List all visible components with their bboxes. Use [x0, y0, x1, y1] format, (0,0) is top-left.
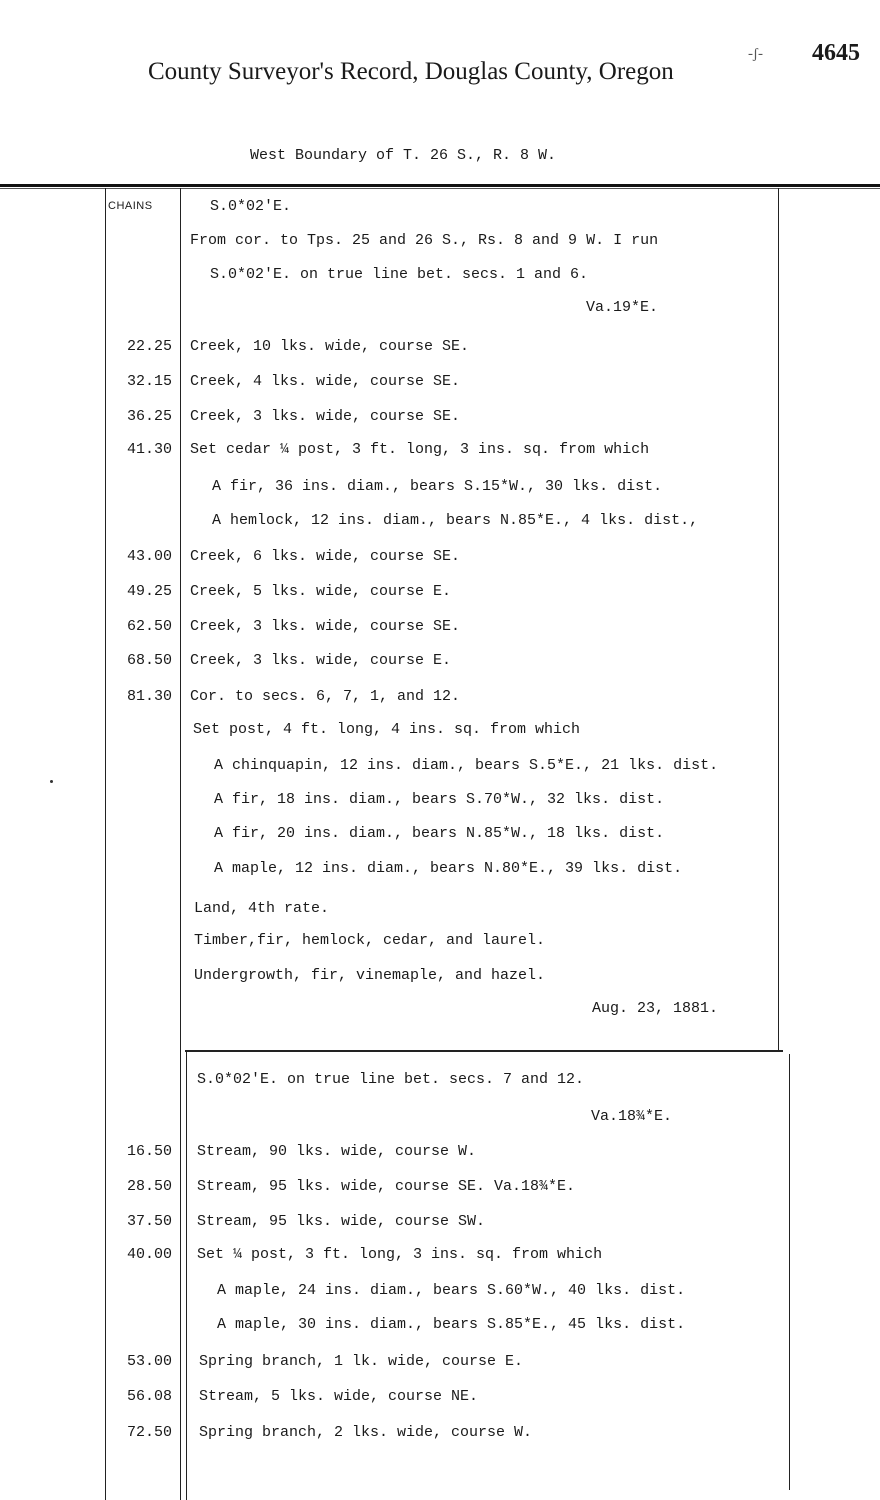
field-note: A maple, 24 ins. diam., bears S.60*W., 40 lks. dist.	[217, 1282, 686, 1299]
field-note: Stream, 95 lks. wide, course SW.	[197, 1213, 486, 1230]
record-row	[0, 232, 880, 262]
field-note: Creek, 3 lks. wide, course SE.	[190, 408, 461, 425]
chains-value: 32.15	[126, 373, 172, 390]
field-note: A maple, 30 ins. diam., bears S.85*E., 45 lks. dist.	[217, 1316, 686, 1333]
field-note: From cor. to Tps. 25 and 26 S., Rs. 8 and 9 W. I run	[190, 232, 659, 249]
section-separator	[185, 1050, 783, 1052]
record-row	[0, 478, 880, 508]
record-row	[0, 1108, 880, 1138]
record-row	[0, 512, 880, 542]
record-row	[0, 408, 880, 438]
chains-value: 41.30	[126, 441, 172, 458]
record-row	[0, 1353, 880, 1383]
record-row	[0, 1000, 880, 1030]
record-row	[0, 860, 880, 890]
record-row	[0, 1213, 880, 1243]
record-row	[0, 373, 880, 403]
record-row	[0, 1388, 880, 1418]
field-note: Aug. 23, 1881.	[592, 1000, 719, 1017]
margin-mark: -ʃ-	[748, 46, 763, 62]
field-note: Creek, 6 lks. wide, course SE.	[190, 548, 461, 565]
chains-value: 43.00	[126, 548, 172, 565]
record-row	[0, 967, 880, 997]
field-note: A fir, 36 ins. diam., bears S.15*W., 30 lks. dist.	[212, 478, 663, 495]
chains-value: 62.50	[126, 618, 172, 635]
field-note: Va.19*E.	[586, 299, 659, 316]
field-note: A maple, 12 ins. diam., bears N.80*E., 39 lks. dist.	[214, 860, 683, 877]
chains-value: 22.25	[126, 338, 172, 355]
record-row	[0, 548, 880, 578]
field-note: Creek, 3 lks. wide, course E.	[190, 652, 452, 669]
record-row	[0, 583, 880, 613]
field-note: S.0*02'E. on true line bet. secs. 7 and 12.	[197, 1071, 585, 1088]
section-heading: West Boundary of T. 26 S., R. 8 W.	[250, 147, 557, 164]
field-note: Spring branch, 1 lk. wide, course E.	[199, 1353, 524, 1370]
record-row	[0, 1282, 880, 1312]
field-note: Creek, 3 lks. wide, course SE.	[190, 618, 461, 635]
field-note: Cor. to secs. 6, 7, 1, and 12.	[190, 688, 461, 705]
record-row	[0, 1246, 880, 1276]
field-note: Land, 4th rate.	[194, 900, 330, 917]
record-row	[0, 900, 880, 930]
field-note: Creek, 10 lks. wide, course SE.	[190, 338, 470, 355]
field-note: A fir, 20 ins. diam., bears N.85*W., 18 lks. dist.	[214, 825, 665, 842]
field-note: A fir, 18 ins. diam., bears S.70*W., 32 lks. dist.	[214, 791, 665, 808]
field-note: Undergrowth, fir, vinemaple, and hazel.	[194, 967, 546, 984]
field-note: S.0*02'E. on true line bet. secs. 1 and 6.	[210, 266, 589, 283]
field-note: Set post, 4 ft. long, 4 ins. sq. from which	[193, 721, 581, 738]
record-row	[0, 1143, 880, 1173]
chains-value: 68.50	[126, 652, 172, 669]
chains-column-header: CHAINS	[108, 200, 153, 212]
field-note: Stream, 5 lks. wide, course NE.	[199, 1388, 479, 1405]
record-row	[0, 825, 880, 855]
chains-value: 37.50	[126, 1213, 172, 1230]
field-note: Va.18¾*E.	[591, 1108, 673, 1125]
chains-value: 40.00	[126, 1246, 172, 1263]
chains-value: 49.25	[126, 583, 172, 600]
field-note: Set cedar ¼ post, 3 ft. long, 3 ins. sq. from which	[190, 441, 650, 458]
chains-value: 81.30	[126, 688, 172, 705]
record-row	[0, 721, 880, 751]
field-note: Timber,fir, hemlock, cedar, and laurel.	[194, 932, 546, 949]
field-note: Stream, 95 lks. wide, course SE. Va.18¾*E.	[197, 1178, 576, 1195]
field-note: Creek, 5 lks. wide, course E.	[190, 583, 452, 600]
chains-value: 56.08	[126, 1388, 172, 1405]
record-row	[0, 441, 880, 471]
top-rule	[0, 184, 880, 187]
chains-value: 36.25	[126, 408, 172, 425]
record-row	[0, 266, 880, 296]
record-row	[0, 1178, 880, 1208]
field-note: Spring branch, 2 lks. wide, course W.	[199, 1424, 533, 1441]
record-row	[0, 932, 880, 962]
top-rule-thin	[0, 188, 880, 189]
record-row	[0, 652, 880, 682]
record-row	[0, 1316, 880, 1346]
field-note: Creek, 4 lks. wide, course SE.	[190, 373, 461, 390]
field-note: Stream, 90 lks. wide, course W.	[197, 1143, 477, 1160]
record-row	[0, 1424, 880, 1454]
page-number: 4645	[812, 40, 860, 66]
chains-value: 53.00	[126, 1353, 172, 1370]
chains-value: 16.50	[126, 1143, 172, 1160]
field-note: S.0*02'E.	[210, 198, 292, 215]
field-note: A chinquapin, 12 ins. diam., bears S.5*E., 21 lks. dist.	[214, 757, 719, 774]
record-row	[0, 791, 880, 821]
record-row	[0, 198, 880, 228]
field-note: Set ¼ post, 3 ft. long, 3 ins. sq. from which	[197, 1246, 603, 1263]
chains-value: 72.50	[126, 1424, 172, 1441]
field-note: A hemlock, 12 ins. diam., bears N.85*E., 4 lks. dist.,	[212, 512, 699, 529]
record-row	[0, 688, 880, 718]
record-row	[0, 338, 880, 368]
chains-value: 28.50	[126, 1178, 172, 1195]
record-row	[0, 1071, 880, 1101]
record-row	[0, 618, 880, 648]
record-title: County Surveyor's Record, Douglas County, Oregon	[148, 58, 674, 85]
record-row	[0, 757, 880, 787]
record-row	[0, 299, 880, 329]
